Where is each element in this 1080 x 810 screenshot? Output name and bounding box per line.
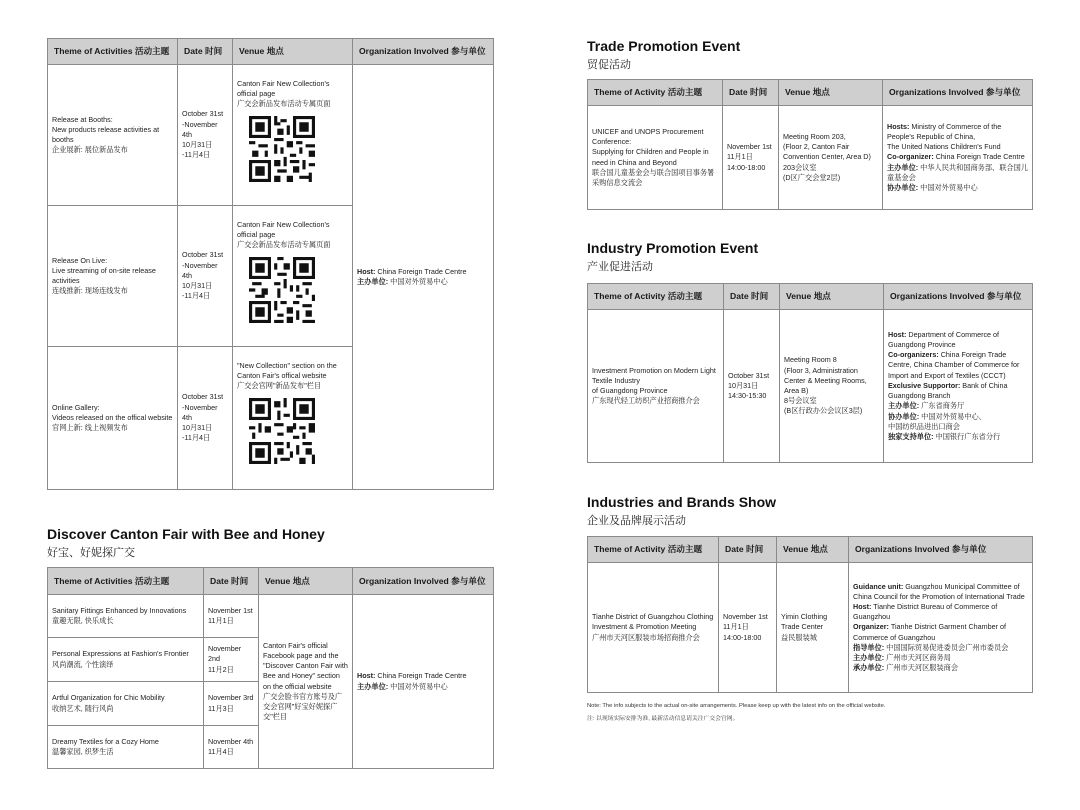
col-header-theme: Theme of Activity 活动主题	[588, 537, 719, 563]
date-cell: November 2nd 11月2日	[204, 638, 259, 682]
col-header-venue: Venue 地点	[777, 537, 849, 563]
org-line: Hosts: Ministry of Commerce of the People's Republic of China, The United Nations Children's Fund	[887, 121, 1002, 152]
col-header-theme: Theme of Activity 活动主题	[588, 80, 723, 106]
industry-title: Industry Promotion Event	[587, 240, 759, 256]
col-header-org: Organizations Involved 参与单位	[884, 284, 1033, 310]
table-row	[48, 595, 494, 638]
org-cell	[884, 310, 1033, 463]
col-header-org: Organization Involved 参与单位	[353, 39, 494, 65]
table-row	[48, 65, 494, 206]
org-line: 承办单位: 广州市天河区服装商会	[853, 663, 959, 673]
table-row	[588, 563, 1033, 693]
trade-table	[587, 79, 1033, 210]
trade-subtitle: 贸促活动	[587, 59, 631, 71]
col-header-theme: Theme of Activities 活动主题	[48, 568, 204, 595]
theme-cell: Personal Expressions at Fashion's Frontier 风尚潮流, 个性演绎	[48, 638, 204, 682]
org-line: 主办单位: 中华人民共和国商务部、联合国儿童基金会	[887, 162, 1028, 182]
org-line: 主办单位: 广东省商务厅	[888, 401, 965, 411]
col-header-date: Date 时间	[204, 568, 259, 595]
org-line: Organizer: Tianhe District Garment Chamber of Commerce of Guangzhou	[853, 622, 1006, 642]
industry-table	[587, 283, 1033, 463]
date-cell: October 31st -November 4th 10月31日 -11月4日	[178, 206, 233, 347]
note-zh: 注: 以现场实际安排为准, 最新活动信息请关注广交会官网。	[587, 716, 739, 722]
bee-honey-subtitle: 好宝、好妮探广交	[47, 547, 135, 559]
col-header-org: Organizations Involved 参与单位	[883, 80, 1033, 106]
theme-cell: Release at Booths: New products release activities at booths 企业展新: 展位新品发布	[48, 65, 178, 206]
col-header-venue: Venue 地点	[780, 284, 884, 310]
brands-table	[587, 536, 1033, 693]
venue-text: "New Collection" section on the Canton Fair's offical website 广交会官网"新品发布"栏目	[237, 361, 337, 391]
new-products-table	[47, 38, 494, 490]
org-cell	[353, 595, 494, 769]
date-cell: October 31st 10月31日 14:30-15:30	[724, 310, 780, 463]
industry-subtitle: 产业促进活动	[587, 261, 653, 273]
table-row	[588, 106, 1033, 210]
date-cell: November 1st 11月1日	[204, 595, 259, 638]
date-cell: October 31st -November 4th 10月31日 -11月4日	[178, 347, 233, 490]
org-host: Host: China Foreign Trade Centre	[357, 266, 467, 276]
org-line: Host: Tianhe District Bureau of Commerce of Guangzhou	[853, 601, 998, 622]
bee-honey-title: Discover Canton Fair with Bee and Honey	[47, 526, 325, 542]
venue-cell: Meeting Room 203, (Floor 2, Canton Fair Convention Center, Area D) 203会议室 (D区广交会堂2层)	[779, 106, 883, 210]
col-header-venue: Venue 地点	[259, 568, 353, 595]
col-header-org: Organization Involved 参与单位	[353, 568, 494, 595]
theme-cell: Online Gallery: Videos released on the offical website 官网上新: 线上视频发布	[48, 347, 178, 490]
col-header-theme: Theme of Activity 活动主题	[588, 284, 724, 310]
org-cell	[883, 106, 1033, 210]
qr-code-icon[interactable]	[249, 257, 315, 323]
theme-cell: Release On Live: Live streaming of on-site release activities 连线推新: 现场连线发布	[48, 206, 178, 347]
venue-cell: Meeting Room 8 (Floor 3, Administration Center & Meeting Rooms, Area B) 8号会议室 (B区行政办公会议区3层)	[780, 310, 884, 463]
brands-subtitle: 企业及品牌展示活动	[587, 515, 686, 527]
col-header-date: Date 时间	[719, 537, 777, 563]
date-cell: November 1st 11月1日 14:00-18:00	[723, 106, 779, 210]
venue-cell: Yimin Clothing Trade Center 益民服装城	[777, 563, 849, 693]
col-header-date: Date 时间	[723, 80, 779, 106]
note-en: Note: The info subjects to the actual on-site arrangements. Please keep up with the latest info on the official website.	[587, 703, 886, 709]
theme-cell: Artful Organization for Chic Mobility 收纳艺术, 随行风尚	[48, 682, 204, 726]
org-line: Co-organizer: China Foreign Trade Centre	[887, 152, 1025, 162]
theme-cell: Dreamy Textiles for a Cozy Home 温馨家园, 织梦生活	[48, 726, 204, 769]
theme-cell: Investment Promotion on Modern Light Textile Industry of Guangdong Province 广东现代轻工纺织产业招商推介会	[588, 310, 724, 463]
col-header-date: Date 时间	[178, 39, 233, 65]
theme-cell: Sanitary Fittings Enhanced by Innovations 童趣无限, 快乐成长	[48, 595, 204, 638]
org-line: Guidance unit: Guangzhou Municipal Committee of China Council for the Promotion of International Trade	[853, 581, 1025, 601]
theme-cell: UNICEF and UNOPS Procurement Conference: Supplying for Children and People in need in China and Beyond 联合国儿童基金会与联合国项目事务署采购信息交流会	[588, 106, 723, 210]
venue-cell	[233, 206, 353, 347]
org-line: Exclusive Supportor: Bank of China Guangdong Branch	[888, 380, 1008, 401]
qr-code-icon[interactable]	[249, 398, 315, 464]
theme-cell: Tianhe District of Guangzhou Clothing Investment & Promotion Meeting 广州市天河区服装市场招商推介会	[588, 563, 719, 693]
venue-cell: Canton Fair's official Facebook page and the "Discover Canton Fair with Bee and Honey" section on the official website 广交会脸书官方账号及广交会官网"好宝好妮探广交"栏目	[259, 595, 353, 769]
org-host: Host: China Foreign Trade Centre	[357, 671, 467, 681]
col-header-venue: Venue 地点	[233, 39, 353, 65]
org-line: 独家支持单位: 中国银行广东省分行	[888, 431, 1001, 441]
date-cell: October 31st -November 4th 10月31日 -11月4日	[178, 65, 233, 206]
col-header-theme: Theme of Activities 活动主题	[48, 39, 178, 65]
date-cell: November 4th 11月4日	[204, 726, 259, 769]
date-cell: November 1st 11月1日 14:00-18:00	[719, 563, 777, 693]
trade-title: Trade Promotion Event	[587, 38, 741, 54]
venue-cell	[233, 65, 353, 206]
venue-text: Canton Fair New Collection's official page 广交会新品发布活动专属页面	[237, 79, 331, 109]
table-row	[588, 310, 1033, 463]
org-line: 协办单位: 中国对外贸易中心	[887, 183, 978, 193]
org-host-zh: 主办单位: 中国对外贸易中心	[357, 277, 448, 286]
org-line: 主办单位: 广州市天河区商务局	[853, 653, 951, 663]
brands-title: Industries and Brands Show	[587, 494, 777, 510]
bee-honey-table	[47, 567, 494, 769]
org-line: 指导单位: 中国国际贸易促进委员会广州市委员会	[853, 642, 1009, 652]
col-header-date: Date 时间	[724, 284, 780, 310]
org-line: 协办单位: 中国对外贸易中心、 中国纺织品进出口商会	[888, 411, 986, 431]
col-header-org: Organizations Involved 参与单位	[849, 537, 1033, 563]
org-line: Host: Department of Commerce of Guangdong Province	[888, 329, 1000, 350]
org-host-zh: 主办单位: 中国对外贸易中心	[357, 681, 448, 691]
org-line: Co-organizers: China Foreign Trade Centre, China Chamber of Commerce for Import and Export of Textiles (CCCT)	[888, 350, 1020, 380]
venue-cell	[233, 347, 353, 490]
venue-text: Canton Fair New Collection's official page 广交会新品发布活动专属页面	[237, 220, 331, 250]
date-cell: November 3rd 11月3日	[204, 682, 259, 726]
col-header-venue: Venue 地点	[779, 80, 883, 106]
qr-code-icon[interactable]	[249, 116, 315, 182]
org-cell	[353, 65, 494, 490]
org-cell	[849, 563, 1033, 693]
